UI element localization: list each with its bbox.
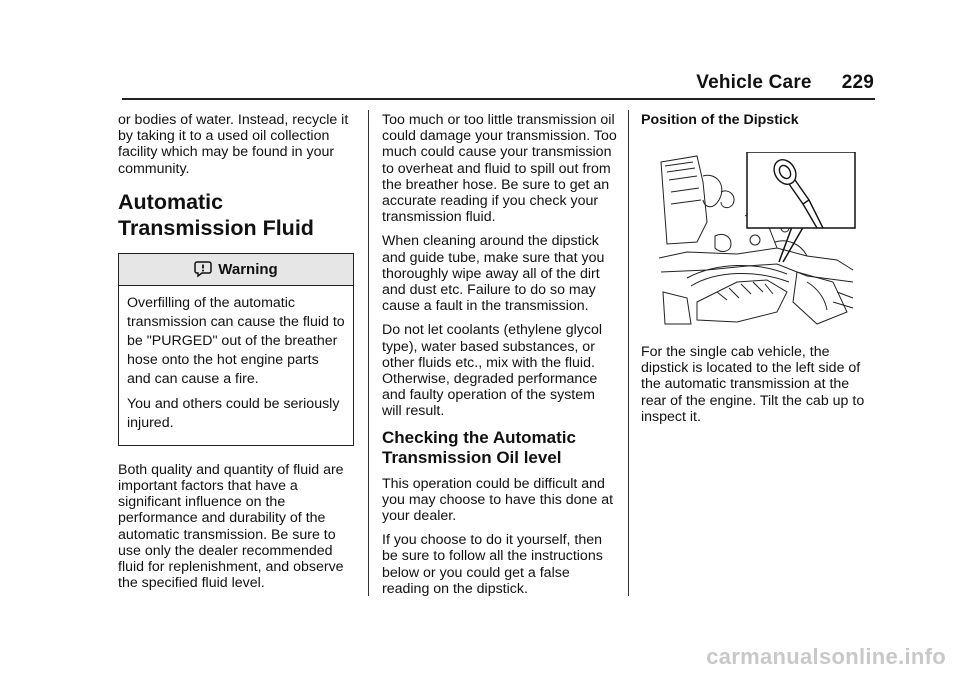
- section-heading: Automatic Transmission Fluid: [118, 189, 314, 240]
- paragraph: If you choose to do it yourself, then be sure to follow all the instructions below or you could get a false reading on the dipstick.: [382, 532, 603, 597]
- page-header: [696, 72, 874, 94]
- warning-title: Warning: [218, 260, 278, 278]
- header-divider: [122, 98, 875, 100]
- column-divider: [368, 110, 369, 596]
- watermark: carmanualsonline.info: [706, 644, 946, 669]
- warning-text: You and others could be seriously injured.: [127, 395, 340, 431]
- warning-icon: [194, 260, 212, 278]
- paragraph: For the single cab vehicle, the dipstick is located to the left side of the automatic transmission at the rear of the engine. Tilt the cab up to inspect it.: [641, 344, 865, 425]
- column-right: [641, 112, 877, 433]
- page-number: 229: [841, 72, 874, 93]
- column-divider: [628, 110, 629, 596]
- intro-paragraph: or bodies of water. Instead, recycle it by taking it to a used oil collection facility which may be found in your community.: [118, 112, 349, 177]
- paragraph: Do not let coolants (ethylene glycol type), water based substances, or other fluids etc., mix with the fluid. Otherwise, degraded performance and faulty operation of the system will result.: [382, 322, 603, 420]
- paragraph: Both quality and quantity of fluid are important factors that have a significant influence on the performance and durability of the automatic transmission. Be sure to use only the dealer recommended fluid for replenishment, and observe the specified fluid level.: [118, 461, 344, 592]
- warning-box: [118, 253, 354, 446]
- subsection-heading: Checking the Automatic Transmission Oil level: [382, 427, 576, 467]
- engine-diagram-image: [657, 152, 857, 330]
- warning-header: [119, 254, 353, 286]
- section-title: Vehicle Care: [696, 72, 812, 93]
- paragraph: This operation could be difficult and you may choose to have this done at your dealer.: [382, 475, 614, 525]
- figure-heading: Position of the Dipstick: [641, 112, 799, 128]
- warning-text: Overfilling of the automatic transmission can cause the fluid to be "PURGED" out of the breather hose onto the hot engine parts and can cause a fire.: [127, 294, 345, 387]
- column-left: [118, 112, 356, 599]
- warning-body: [119, 286, 353, 445]
- dipstick-illustration: [657, 152, 857, 330]
- paragraph: When cleaning around the dipstick and guide tube, make sure that you thoroughly wipe away all of the dirt and dust etc. Failure to do so may cause a fault in the transmission.: [382, 233, 605, 315]
- paragraph: Too much or too little transmission oil could damage your transmission. Too much could cause your transmission to overheat and fluid to spill out from the breather hose. Be sure to get an accurate reading if you check your transmission fluid.: [382, 112, 617, 226]
- column-middle: [382, 112, 618, 605]
